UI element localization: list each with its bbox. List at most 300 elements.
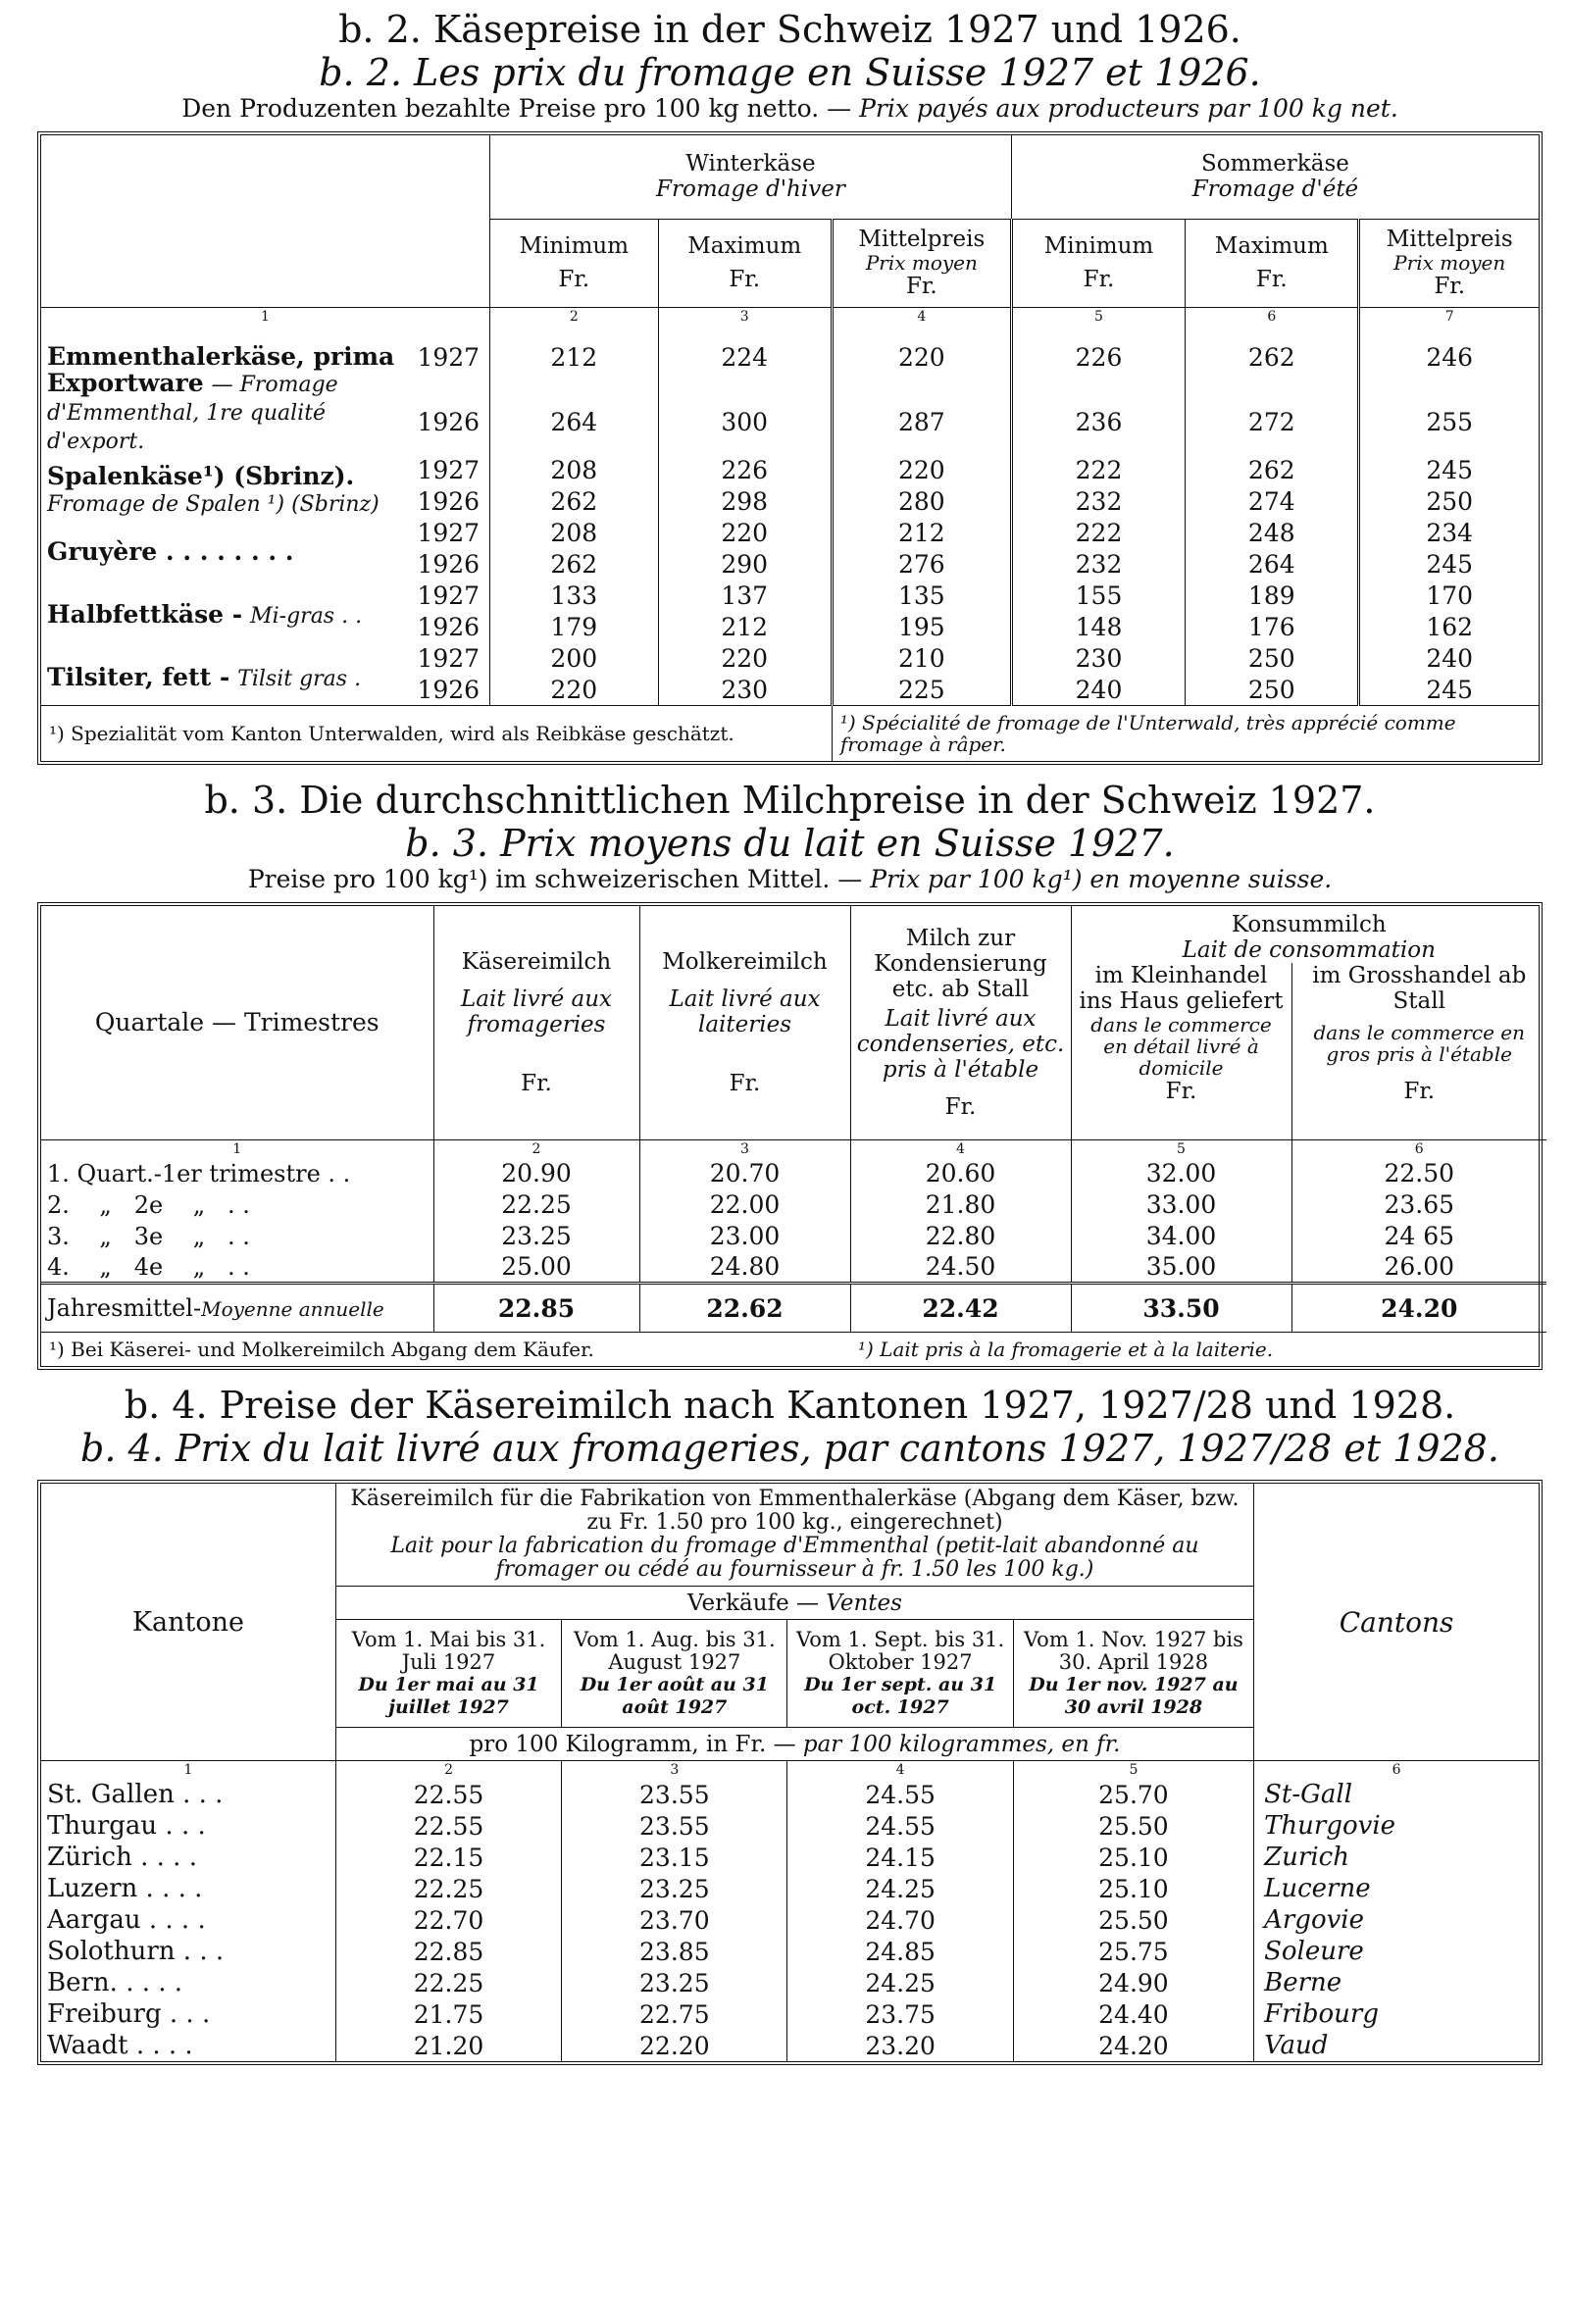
b4-cell: 23.15 [562, 1842, 787, 1873]
b3-cell: 23.00 [639, 1221, 850, 1252]
b2-subtitle-de: Den Produzenten bezahlte Preise pro 100 kg netto. [181, 94, 820, 123]
b4-head-fr: Lait pour la fabrication du fromage d'Emmenthal (petit-lait abandonné au fromager ou cédé au fournisseur à fr. 1.50 les 100 kg.) [390, 1534, 1199, 1582]
b3-cell: 20.70 [639, 1158, 850, 1189]
b2-colnum: 4 [832, 307, 1011, 326]
b3-unit: Fr. [1403, 1079, 1436, 1104]
b2-cell: 250 [1186, 643, 1359, 675]
b3-col-klein-fr: dans le commerce en détail livré à domicile [1090, 1013, 1272, 1080]
b2-col-label: Minimum [1043, 233, 1154, 259]
b2-cell: 240 [1359, 643, 1539, 675]
b3-footnote-fr: ¹) Lait pris à la fromagerie et à la laiterie. [850, 1333, 1546, 1367]
b4-period-de: Vom 1. Sept. bis 31. Oktober 1927 [795, 1627, 1005, 1674]
b2-subtitle-sep: — [827, 94, 852, 123]
b4-colnum: 3 [562, 1761, 787, 1780]
b2-cell: 276 [832, 549, 1011, 581]
b2-row-year: 1926 [417, 613, 481, 641]
b3-row [41, 1158, 1546, 1189]
b2-col-min-winter [490, 219, 659, 307]
b2-unit: Fr. [1083, 267, 1115, 292]
b3-total-label-de: Jahresmittel- [47, 1294, 202, 1322]
b3-col-molkerei-fr: Lait livré aux laiteries [669, 985, 821, 1037]
b3-cell: 22.00 [639, 1189, 850, 1221]
b2-row-label-de: Halbfettkäse - [47, 600, 243, 629]
b4-table [41, 1484, 1539, 2061]
b3-cell: 32.00 [1071, 1158, 1291, 1189]
b3-cell: 20.90 [433, 1158, 639, 1189]
b2-row [41, 581, 1539, 612]
b3-cell: 24.50 [850, 1252, 1071, 1284]
b2-row-label-de: Gruyère . . . . . . . . [47, 537, 294, 566]
b2-subtitle-fr: Prix payés aux producteurs par 100 kg net. [859, 94, 1398, 123]
b3-table [41, 906, 1546, 1366]
b2-cell: 264 [1186, 549, 1359, 581]
b4-cell: 24.20 [1013, 2030, 1253, 2061]
b4-cell: 25.10 [1013, 1873, 1253, 1904]
b2-row-label-de: Emmenthalerkäse, prima Exportware [47, 341, 395, 397]
b4-cell: 25.75 [1013, 1936, 1253, 1967]
b2-unit: Fr. [1255, 267, 1288, 292]
b2-subtitle [37, 94, 1543, 124]
b4-sales-fr: Ventes [826, 1590, 902, 1616]
b2-cell: 208 [490, 455, 659, 486]
b3-row-label: 4. „ 4e „ . . [47, 1252, 250, 1281]
b2-title-de: b. 2. Käsepreise in der Schweiz 1927 und 1926. [338, 8, 1241, 51]
b2-cell: 230 [1011, 643, 1185, 675]
b2-row-label [41, 455, 411, 518]
b2-cell: 226 [1011, 326, 1185, 390]
b2-cell: 230 [658, 675, 832, 706]
b4-sales-sep: — [796, 1590, 820, 1616]
b3-col-klein-de: im Kleinhandel ins Haus geliefert [1079, 963, 1284, 1014]
b4-cell: 22.25 [335, 1873, 561, 1904]
b4-cell: 21.75 [335, 1998, 561, 2030]
b2-col-label-fr: Prix moyen [865, 251, 978, 275]
b4-cell: 25.10 [1013, 1842, 1253, 1873]
b4-row-kanton: Freiburg . . . [47, 1999, 211, 2029]
b2-col-label: Maximum [1214, 233, 1329, 259]
b4-period-fr: Du 1er août au 31 août 1927 [580, 1673, 769, 1718]
b4-period-de: Vom 1. Mai bis 31. Juli 1927 [351, 1627, 546, 1674]
b3-col-konsum-fr: Lait de consommation [1182, 937, 1436, 963]
b4-colnum: 6 [1254, 1761, 1539, 1780]
b3-col-kondens [850, 906, 1071, 1139]
b2-footnote-fr: ¹) Spécialité de fromage de l'Unterwald, très apprécié comme fromage à râper. [832, 706, 1539, 762]
b4-row-kanton: St. Gallen . . . [47, 1780, 224, 1809]
b2-row-year: 1927 [417, 644, 481, 673]
b2-col-max-summer [1186, 219, 1359, 307]
b3-col-molkerei [639, 906, 850, 1139]
b4-period [787, 1620, 1013, 1728]
b2-col-label: Mittelpreis [1386, 227, 1513, 252]
b2-cell: 264 [490, 390, 659, 455]
b3-col-gross [1291, 963, 1546, 1139]
b2-cell: 262 [490, 486, 659, 518]
b2-cell: 155 [1011, 581, 1185, 612]
b2-cell: 220 [658, 643, 832, 675]
b2-col-min-summer [1011, 219, 1185, 307]
b2-cell: 162 [1359, 612, 1539, 643]
b3-total-value: 22.42 [850, 1284, 1071, 1333]
b4-cell: 24.85 [787, 1936, 1013, 1967]
b3-title-de: b. 3. Die durchschnittlichen Milchpreise in der Schweiz 1927. [204, 779, 1376, 822]
b3-colnum: 4 [850, 1139, 1071, 1158]
b2-colnums [41, 307, 1539, 326]
b2-cell: 232 [1011, 486, 1185, 518]
b2-col-max-winter [658, 219, 832, 307]
b4-cell: 23.70 [562, 1904, 787, 1936]
b4-cell: 23.25 [562, 1873, 787, 1904]
b4-row-canton: Argovie [1254, 1904, 1539, 1936]
b2-cell: 210 [832, 643, 1011, 675]
b3-col-quarter: Quartale — Trimestres [41, 906, 433, 1139]
b3-cell: 22.80 [850, 1221, 1071, 1252]
b2-cell: 245 [1359, 675, 1539, 706]
b4-cell: 22.15 [335, 1842, 561, 1873]
b3-total-row [41, 1284, 1546, 1333]
b2-footnote-row [41, 706, 1539, 762]
b2-cell: 248 [1186, 518, 1359, 549]
b3-row [41, 1189, 1546, 1221]
b2-cell: 225 [832, 675, 1011, 706]
b4-colnum: 2 [335, 1761, 561, 1780]
b3-total-label-fr: Moyenne annuelle [201, 1297, 384, 1321]
b3-unit: Fr. [729, 1070, 761, 1096]
b4-cell: 22.25 [335, 1967, 561, 1998]
b4-cell: 24.90 [1013, 1967, 1253, 1998]
b4-cell: 21.20 [335, 2030, 561, 2061]
b4-head [335, 1484, 1253, 1587]
b4-period-de: Vom 1. Aug. bis 31. August 1927 [573, 1627, 776, 1674]
b4-title-de: b. 4. Preise der Käsereimilch nach Kantonen 1927, 1927/28 und 1928. [124, 1384, 1456, 1427]
b2-cell: 245 [1359, 455, 1539, 486]
b3-col-kaeserei [433, 906, 639, 1139]
b2-cell: 274 [1186, 486, 1359, 518]
b4-row-kanton: Thurgau . . . [47, 1811, 206, 1841]
b2-col-label-fr: Prix moyen [1393, 251, 1506, 275]
b2-unit: Fr. [905, 274, 937, 299]
b4-table-frame [37, 1480, 1543, 2065]
b3-subtitle-fr: Prix par 100 kg¹) en moyenne suisse. [870, 865, 1333, 893]
b4-period [335, 1620, 561, 1728]
b2-group-summer [1011, 135, 1539, 219]
b2-cell: 212 [832, 518, 1011, 549]
b2-cell: 287 [832, 390, 1011, 455]
b4-row [41, 1967, 1539, 1998]
b2-col-label: Maximum [687, 233, 802, 259]
b2-group-summer-de: Sommerkäse [1200, 151, 1349, 177]
b2-row [41, 455, 1539, 486]
b4-cell: 24.55 [787, 1779, 1013, 1810]
b2-row-year: 1927 [417, 519, 481, 547]
b3-col-kaeserei-de: Käsereimilch [461, 948, 612, 975]
b2-cell: 195 [832, 612, 1011, 643]
b2-colnum: 1 [261, 308, 270, 325]
b3-colnum: 3 [639, 1139, 850, 1158]
b2-col-label: Mittelpreis [858, 227, 986, 252]
b2-cell: 212 [490, 326, 659, 390]
b4-row-canton: Berne [1254, 1967, 1539, 1998]
b2-cell: 300 [658, 390, 832, 455]
b4-cell: 22.20 [562, 2030, 787, 2061]
page [37, 0, 1543, 2065]
b4-row [41, 1810, 1539, 1842]
b3-col-kondens-de: Milch zur Kondensierung etc. ab Stall [874, 925, 1047, 1002]
b3-cell: 35.00 [1071, 1252, 1291, 1284]
b2-unit: Fr. [1434, 274, 1466, 299]
b4-sales [335, 1587, 1253, 1620]
b4-period [1013, 1620, 1253, 1728]
b2-row-year: 1926 [417, 487, 481, 516]
b2-cell: 220 [658, 518, 832, 549]
b2-row-label-fr: Fromage de Spalen ¹) (Sbrinz) [47, 491, 380, 517]
b2-cell: 246 [1359, 326, 1539, 390]
b3-col-klein [1071, 963, 1291, 1139]
b4-row-kanton: Aargau . . . . [47, 1905, 206, 1935]
b2-cell: 189 [1186, 581, 1359, 612]
b2-cell: 262 [1186, 326, 1359, 390]
b4-cell: 24.55 [787, 1810, 1013, 1842]
b4-period-fr: Du 1er mai au 31 juillet 1927 [358, 1673, 539, 1718]
b2-cell: 222 [1011, 518, 1185, 549]
b2-title-fr: b. 2. Les prix du fromage en Suisse 1927 et 1926. [319, 51, 1261, 94]
b2-row-label-de: Tilsiter, fett - [47, 662, 230, 691]
b2-footnote-de: ¹) Spezialität vom Kanton Unterwalden, wird als Reibkäse geschätzt. [41, 706, 832, 762]
b3-total-value: 22.85 [433, 1284, 639, 1333]
b4-row-kanton: Bern. . . . . [47, 1968, 183, 1997]
b2-cell: 272 [1186, 390, 1359, 455]
b4-cell: 22.55 [335, 1779, 561, 1810]
b3-col-gross-fr: dans le commerce en gros pris à l'étable [1313, 1021, 1525, 1066]
b3-cell: 33.00 [1071, 1189, 1291, 1221]
b2-row [41, 326, 1539, 390]
b2-row-label [41, 326, 411, 455]
b2-col-mean-summer [1359, 219, 1539, 307]
b2-cell: 234 [1359, 518, 1539, 549]
b3-cell: 23.65 [1291, 1189, 1546, 1221]
b2-cell: 170 [1359, 581, 1539, 612]
b4-cell: 22.85 [335, 1936, 561, 1967]
b2-cell: 298 [658, 486, 832, 518]
b4-cell: 22.75 [562, 1998, 787, 2030]
b4-colnum: 1 [183, 1762, 193, 1778]
b2-row-year: 1927 [417, 343, 481, 372]
b3-row-label: 1. Quart.-1er trimestre . . [47, 1159, 351, 1187]
b4-period-fr: Du 1er sept. au 31 oct. 1927 [804, 1673, 997, 1718]
b2-cell: 290 [658, 549, 832, 581]
b3-col-gross-de: im Grosshandel ab Stall [1312, 963, 1527, 1014]
b4-cell: 24.40 [1013, 1998, 1253, 2030]
b4-sales-de: Verkäufe [687, 1590, 789, 1616]
b2-cell: 148 [1011, 612, 1185, 643]
b3-colnum: 6 [1291, 1139, 1546, 1158]
b2-cell: 220 [490, 675, 659, 706]
b2-cell: 262 [1186, 455, 1359, 486]
b4-cell: 23.75 [787, 1998, 1013, 2030]
b2-row [41, 643, 1539, 675]
b2-table-frame [37, 131, 1543, 765]
b3-subtitle-de: Preise pro 100 kg¹) im schweizerischen Mittel. [247, 865, 831, 893]
b2-cell: 240 [1011, 675, 1185, 706]
b4-row-canton: Zurich [1254, 1842, 1539, 1873]
b3-unit: Fr. [1165, 1079, 1197, 1104]
b4-row [41, 2030, 1539, 2061]
b3-cell: 23.25 [433, 1221, 639, 1252]
b3-unit: Fr. [521, 1070, 552, 1096]
b2-row-label [41, 518, 411, 581]
b4-row [41, 1936, 1539, 1967]
b3-row-label: 3. „ 3e „ . . [47, 1222, 250, 1250]
b4-cell: 24.25 [787, 1967, 1013, 1998]
b3-cell: 26.00 [1291, 1252, 1546, 1284]
b3-col-konsum [1071, 906, 1546, 963]
b2-row-label-fr: Mi-gras . . [250, 604, 363, 629]
b3-cell: 20.60 [850, 1158, 1071, 1189]
b2-group-winter-fr: Fromage d'hiver [656, 177, 845, 203]
b4-title-fr: b. 4. Prix du lait livré aux fromageries, par cantons 1927, 1927/28 et 1928. [80, 1427, 1499, 1470]
b2-row-year: 1926 [417, 550, 481, 579]
b3-footnote-de: ¹) Bei Käserei- und Molkereimilch Abgang dem Käufer. [41, 1333, 850, 1367]
b4-row-canton: Thurgovie [1254, 1810, 1539, 1842]
b4-cell: 24.25 [787, 1873, 1013, 1904]
b4-colnum: 5 [1013, 1761, 1253, 1780]
b2-cell: 176 [1186, 612, 1359, 643]
b4-unit-fr: par 100 kilogrammes, en fr. [802, 1731, 1121, 1757]
b3-row-label: 2. „ 2e „ . . [47, 1190, 250, 1219]
b3-cell: 21.80 [850, 1189, 1071, 1221]
b2-header-blank [41, 135, 490, 307]
b3-cell: 22.50 [1291, 1158, 1546, 1189]
b2-cell: 222 [1011, 455, 1185, 486]
b4-period-de: Vom 1. Nov. 1927 bis 30. April 1928 [1023, 1627, 1243, 1674]
b4-row-canton: Vaud [1254, 2030, 1539, 2061]
b3-title-fr: b. 3. Prix moyens du lait en Suisse 1927. [405, 822, 1175, 865]
b3-col-kondens-fr: Lait livré aux condenseries, etc. pris à l'étable [856, 1005, 1065, 1083]
b2-colnum: 2 [490, 307, 659, 326]
b4-cell: 24.70 [787, 1904, 1013, 1936]
b2-colnum: 5 [1011, 307, 1185, 326]
b2-row-label [41, 643, 411, 706]
b2-cell: 179 [490, 612, 659, 643]
b4-row-kanton: Zürich . . . . [47, 1843, 197, 1872]
b2-cell: 133 [490, 581, 659, 612]
b4-col-cantons: Cantons [1254, 1484, 1539, 1761]
b4-unit-de: pro 100 Kilogramm, in Fr. [469, 1731, 767, 1757]
b2-colnum: 3 [658, 307, 832, 326]
b2-cell: 220 [832, 326, 1011, 390]
b2-colnum: 6 [1186, 307, 1359, 326]
b2-row-year: 1927 [417, 456, 481, 484]
b2-cell: 250 [1186, 675, 1359, 706]
b4-colnum: 4 [787, 1761, 1013, 1780]
b3-cell: 34.00 [1071, 1221, 1291, 1252]
b4-row-canton: Soleure [1254, 1936, 1539, 1967]
b2-col-label: Minimum [519, 233, 630, 259]
b2-cell: 245 [1359, 549, 1539, 581]
b2-table [41, 135, 1539, 761]
b4-cell: 22.70 [335, 1904, 561, 1936]
b2-cell: 137 [658, 581, 832, 612]
b4-cell: 25.70 [1013, 1779, 1253, 1810]
b2-row-label-fr: — Fromage d'Emmenthal, 1re qualité d'export. [47, 372, 338, 454]
b2-row [41, 518, 1539, 549]
b2-cell: 200 [490, 643, 659, 675]
b4-cell: 23.55 [562, 1810, 787, 1842]
b2-row-year: 1926 [417, 675, 481, 704]
b4-row-canton: St-Gall [1254, 1779, 1539, 1810]
b4-colnums [41, 1761, 1539, 1780]
b4-row-kanton: Waadt . . . . [47, 2031, 193, 2060]
b4-period [562, 1620, 787, 1728]
b4-row [41, 1842, 1539, 1873]
b3-colnums [41, 1139, 1546, 1158]
b4-cell: 23.85 [562, 1936, 787, 1967]
b2-col-mean-winter [832, 219, 1011, 307]
b4-cell: 24.15 [787, 1842, 1013, 1873]
b2-row-year: 1927 [417, 581, 481, 610]
b4-cell: 25.50 [1013, 1904, 1253, 1936]
b3-colnum: 5 [1071, 1139, 1291, 1158]
b3-table-frame [37, 902, 1543, 1370]
b3-col-kaeserei-fr: Lait livré aux fromageries [460, 985, 612, 1037]
b2-group-winter-de: Winterkäse [685, 151, 816, 177]
b2-cell: 208 [490, 518, 659, 549]
b2-cell: 232 [1011, 549, 1185, 581]
b4-cell: 25.50 [1013, 1810, 1253, 1842]
b2-cell: 220 [832, 455, 1011, 486]
b3-colnum: 2 [433, 1139, 639, 1158]
b2-cell: 255 [1359, 390, 1539, 455]
b2-row-year: 1926 [417, 408, 481, 436]
b3-footnote-row [41, 1333, 1546, 1367]
b3-row [41, 1252, 1546, 1284]
b3-total-value: 24.20 [1291, 1284, 1546, 1333]
b4-row [41, 1873, 1539, 1904]
b3-col-konsum-de: Konsummilch [1231, 912, 1387, 937]
b4-head-de: Käsereimilch für die Fabrikation von Emmenthalerkäse (Abgang dem Käser, bzw. zu Fr. 1.50 pro 100 kg., eingerechnet) [350, 1487, 1240, 1535]
b3-subtitle-sep: — [837, 865, 863, 893]
b4-cell: 23.20 [787, 2030, 1013, 2061]
b2-cell: 212 [658, 612, 832, 643]
b4-row-kanton: Solothurn . . . [47, 1937, 225, 1966]
b3-row [41, 1221, 1546, 1252]
b3-total-label [41, 1284, 433, 1333]
b4-row [41, 1904, 1539, 1936]
b2-cell: 236 [1011, 390, 1185, 455]
b4-period-fr: Du 1er nov. 1927 au 30 avril 1928 [1029, 1673, 1239, 1718]
b2-cell: 280 [832, 486, 1011, 518]
b3-col-molkerei-de: Molkereimilch [662, 948, 828, 975]
b2-cell: 250 [1359, 486, 1539, 518]
b3-unit: Fr. [944, 1093, 977, 1120]
b2-row-label-fr: Tilsit gras . [237, 666, 362, 691]
b4-row-canton: Lucerne [1254, 1873, 1539, 1904]
b4-col-kantone: Kantone [41, 1484, 335, 1761]
b2-row-label-de: Spalenkäse¹) (Sbrinz). [47, 461, 355, 490]
b4-row [41, 1998, 1539, 2030]
b2-cell: 262 [490, 549, 659, 581]
b2-cell: 224 [658, 326, 832, 390]
b4-cell: 23.55 [562, 1779, 787, 1810]
b3-total-value: 22.62 [639, 1284, 850, 1333]
b2-group-summer-fr: Fromage d'été [1191, 177, 1359, 203]
b3-cell: 24 65 [1291, 1221, 1546, 1252]
b2-cell: 135 [832, 581, 1011, 612]
b4-cell: 22.55 [335, 1810, 561, 1842]
b3-subtitle [37, 865, 1543, 894]
b4-row [41, 1779, 1539, 1810]
b3-cell: 24.80 [639, 1252, 850, 1284]
b4-unit-sep: — [773, 1731, 796, 1757]
